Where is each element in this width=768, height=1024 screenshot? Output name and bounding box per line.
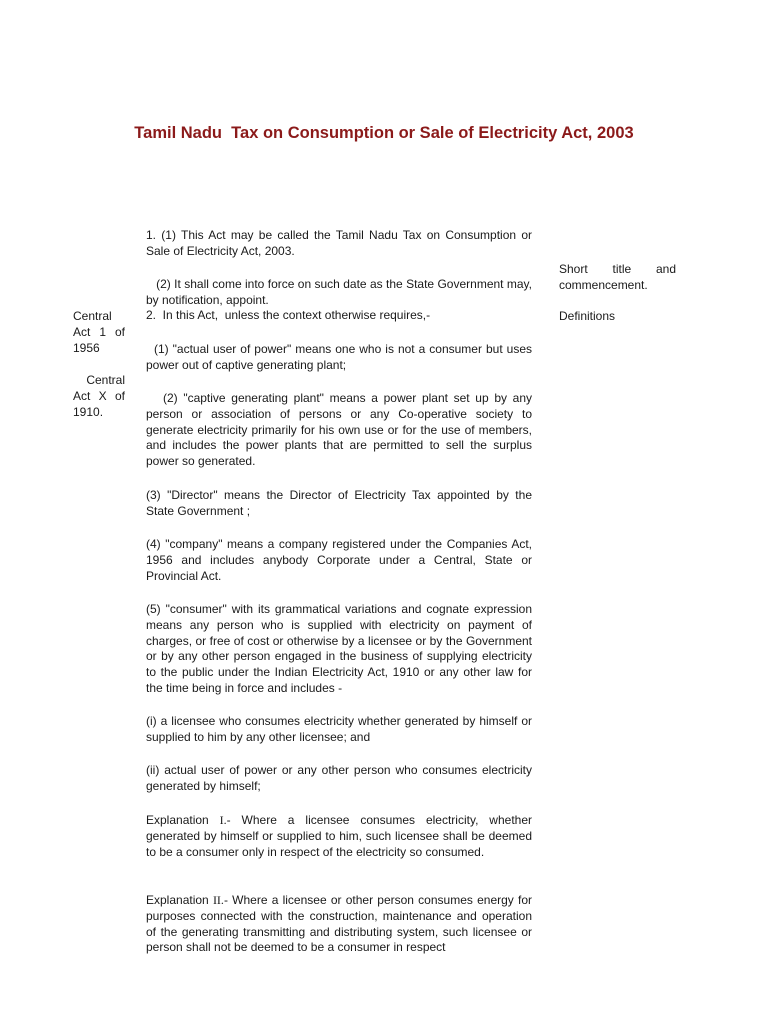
margin-note-central-act-1956: Central Act 1 of 1956 (73, 309, 125, 355)
explanation-2 (146, 893, 532, 956)
margin-note-short-title: Short title and commencement. (559, 262, 676, 292)
document-title: Tamil Nadu Tax on Consumption or Sale of Electricity Act, 2003 (134, 124, 634, 142)
explanation-1-text: - Where a licensee consumes electricity, whether generated by himself or supplied to him, such licensee shall be deemed to be a consumer only in respect of the electricity so consumed. (146, 813, 533, 859)
explanation-1-label: Explanation (146, 813, 220, 827)
explanation-2-label: Explanation (146, 893, 213, 907)
consumer-clause-i: (i) a licensee who consumes electricity whether generated by himself or supplied to him by any other licensee; and (146, 714, 532, 744)
definition-company: (4) "company" means a company registered under the Companies Act, 1956 and includes anybody Corporate under a Central, State or Provincial Act. (146, 537, 532, 583)
explanation-2-text: - Where a licensee or other person consumes energy for purposes connected with the construction, maintenance and operation of the generating transmitting and distributing system, such licensee or person shall not be deemed to be a consumer in respect (146, 893, 533, 955)
section-2-intro: 2. In this Act, unless the context otherwise requires,- (146, 308, 431, 322)
consumer-clause-ii: (ii) actual user of power or any other person who consumes electricity generated by himself; (146, 763, 532, 793)
definition-captive-plant: (2) "captive generating plant" means a power plant set up by any person or association of persons or any Co-operative society to generate electricity primarily for his own use or for the use of members, and includes the power plants that are permitted to sell the surplus power so generated. (146, 391, 539, 469)
definition-actual-user: (1) "actual user of power" means one who is not a consumer but uses power out of captive generating plant; (146, 342, 536, 372)
definition-director: (3) "Director" means the Director of Electricity Tax appointed by the State Government ; (146, 488, 532, 518)
explanation-1 (146, 813, 532, 860)
explanation-1-number: I. (219, 813, 227, 827)
margin-note-definitions: Definitions (559, 309, 616, 323)
definition-consumer: (5) "consumer" with its grammatical variations and cognate expression means any person who is supplied with electricity on payment of charges, or free of cost or otherwise by a licensee or by the Government or by any other person engaged in the business of supplying electricity to the public under the Indian Electricity Act, 1910 or any other law for the time being in force and includes - (146, 602, 532, 695)
explanation-2-number: II. (212, 893, 224, 907)
margin-note-central-act-1910: Central Act X of 1910. (73, 373, 129, 419)
section-1-2: (2) It shall come into force on such date as the State Government may, by notification, appoint. (146, 277, 536, 307)
section-1-1: 1. (1) This Act may be called the Tamil Nadu Tax on Consumption or Sale of Electricity Act, 2003. (146, 228, 532, 258)
